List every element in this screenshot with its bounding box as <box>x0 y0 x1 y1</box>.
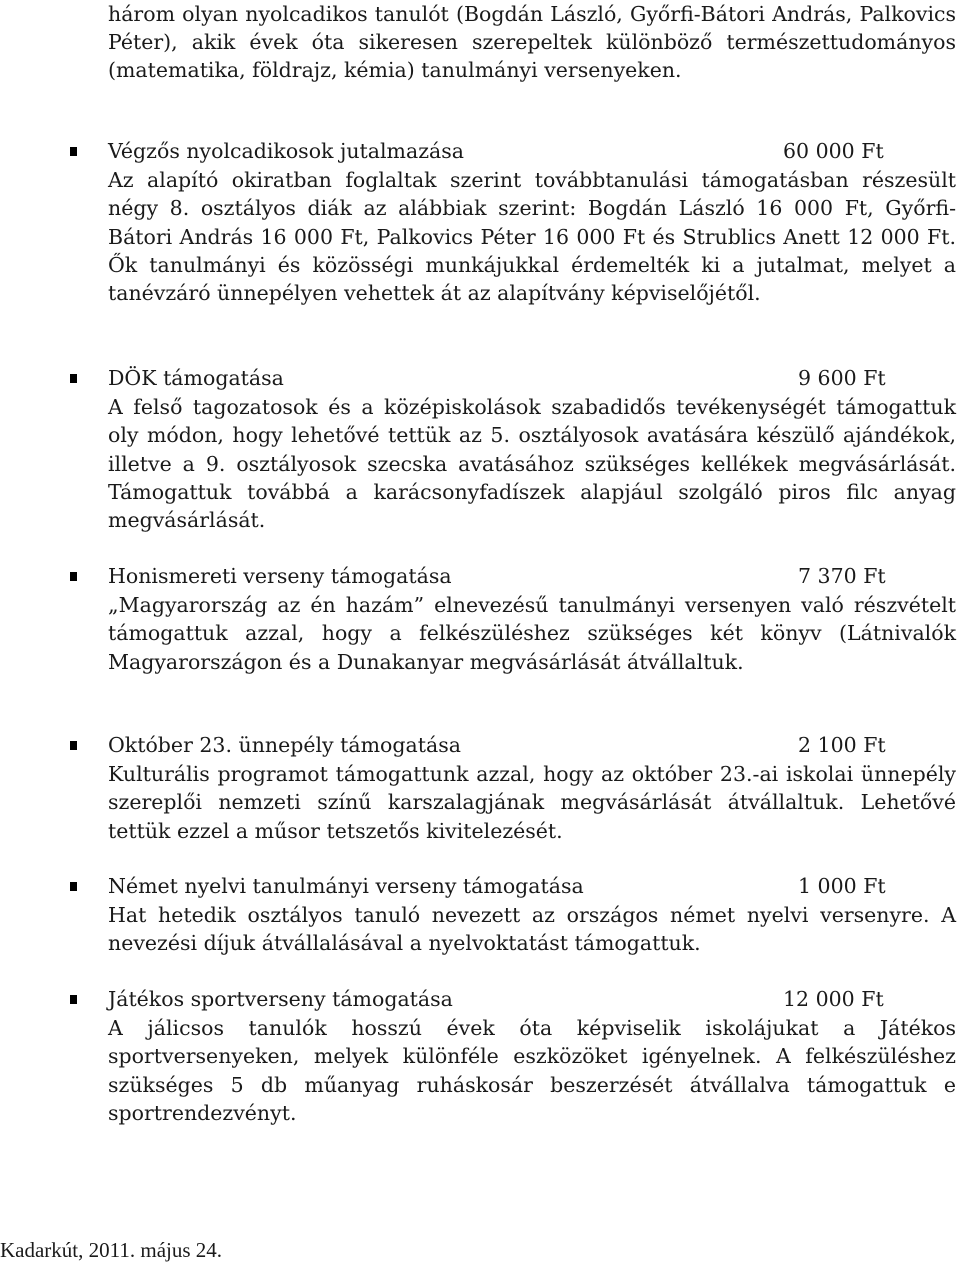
section-title: Német nyelvi tanulmányi verseny támogatása <box>108 874 584 898</box>
section-heading <box>108 561 908 591</box>
section-heading <box>108 363 908 393</box>
section-body: Az alapító okiratban foglaltak szerint továbbtanulási támogatásban részesült négy 8. osztályos diák az alábbiak szerint: Bogdán László 16 000 Ft, Győrfi-Bátori András 16 000 Ft, Palkovics Péter 16 000 Ft és Strublics Anett 12 000 Ft. Ők tanulmányi és közösségi munkájukkal érdemelték ki a jutalmat, melyet a tanévzáró ünnepélyen vehettek át az alapítvány képviselőjétől. <box>108 168 956 306</box>
square-bullet-icon <box>70 882 77 891</box>
square-bullet-icon <box>70 995 77 1004</box>
section-amount: 2 100 Ft <box>798 733 886 757</box>
section-title: Végzős nyolcadikosok jutalmazása <box>108 139 464 163</box>
section-amount: 60 000 Ft <box>783 139 884 163</box>
square-bullet-icon <box>70 147 77 156</box>
section-title: Október 23. ünnepély támogatása <box>108 733 461 757</box>
section-heading <box>108 871 908 901</box>
section-amount: 1 000 Ft <box>798 874 886 898</box>
square-bullet-icon <box>70 572 77 581</box>
section-amount: 12 000 Ft <box>783 987 884 1011</box>
intro-paragraph: három olyan nyolcadikos tanulót (Bogdán László, Győrfi-Bátori András, Palkovics Péter), akik évek óta sikeresen szerepeltek különböző természettudományos (matematika, földrajz, kémia) tanulmányi versenyeken. <box>108 2 956 83</box>
section-body: A felső tagozatosok és a középiskolások szabadidős tevékenységét támogattuk oly módon, hogy lehetővé tettük az 5. osztályosok avatására készülő ajándékok, illetve a 9. osztályosok szecska avatásához szükséges kellékek megvásárlását. Támogattuk továbbá a karácsonyfadíszek alapjául szolgáló piros filc anyag megvásárlását. <box>108 395 956 533</box>
section-amount: 9 600 Ft <box>798 366 886 390</box>
section-body: A jálicsos tanulók hosszú évek óta képviselik iskolájukat a Játékos sportversenyeken, melyek különféle eszközöket igényelnek. A felkészüléshez szükséges 5 db műanyag ruháskosár beszerzését átvállalva támogattuk e sportrendezvényt. <box>108 1016 956 1125</box>
section-body: „Magyarország az én hazám” elnevezésű tanulmányi versenyen való részvételt támogattuk azzal, hogy a felkészüléshez szükséges két könyv (Látnivalók Magyarországon és a Dunakanyar megvásárlását átvállaltuk. <box>108 593 956 674</box>
square-bullet-icon <box>70 741 77 750</box>
square-bullet-icon <box>70 374 77 383</box>
place-and-date: Kadarkút, 2011. május 24. <box>0 1238 223 1262</box>
section-title: Honismereti verseny támogatása <box>108 564 452 588</box>
section-title: Játékos sportverseny támogatása <box>108 987 453 1011</box>
section-amount: 7 370 Ft <box>798 564 886 588</box>
section-heading <box>108 730 908 760</box>
section-title: DÖK támogatása <box>108 366 284 390</box>
section-heading <box>108 984 908 1014</box>
section-body: Kulturális programot támogattunk azzal, hogy az október 23.-ai iskolai ünnepély szereplői nemzeti színű karszalagjának megvásárlását átvállaltuk. Lehetővé tettük ezzel a műsor tetszetős kivitelezését. <box>108 762 956 843</box>
section-heading <box>108 136 908 166</box>
section-body: Hat hetedik osztályos tanuló nevezett az országos német nyelvi versenyre. A nevezési díjuk átvállalásával a nyelvoktatást támogattuk. <box>108 903 956 956</box>
